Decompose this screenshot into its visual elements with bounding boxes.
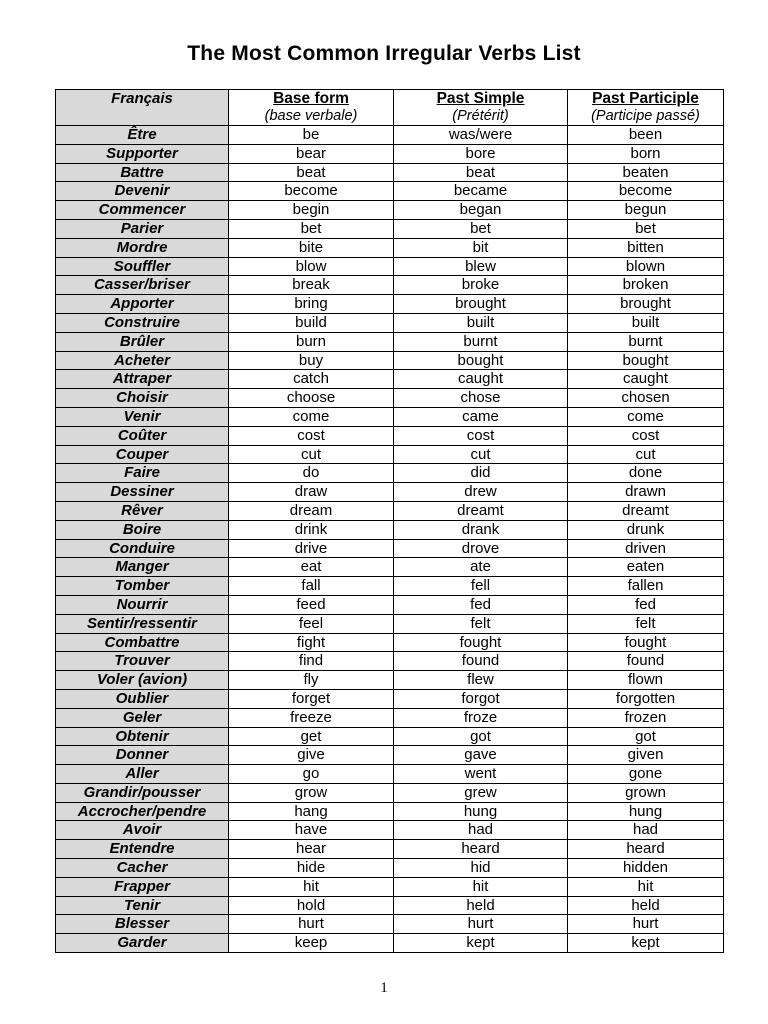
base-form-cell: draw xyxy=(229,483,394,502)
base-form-cell: blow xyxy=(229,257,394,276)
table-row xyxy=(56,501,724,520)
french-cell: Dessiner xyxy=(56,483,229,502)
base-form-cell: bite xyxy=(229,238,394,257)
french-cell: Tenir xyxy=(56,896,229,915)
past-participle-cell: caught xyxy=(568,370,724,389)
table-body xyxy=(56,126,724,953)
base-form-cell: feed xyxy=(229,595,394,614)
base-form-cell: find xyxy=(229,652,394,671)
base-form-cell: choose xyxy=(229,389,394,408)
base-form-cell: become xyxy=(229,182,394,201)
past-simple-cell: bought xyxy=(394,351,568,370)
french-cell: Supporter xyxy=(56,144,229,163)
past-participle-cell: cost xyxy=(568,426,724,445)
past-participle-cell: grown xyxy=(568,783,724,802)
table-row xyxy=(56,934,724,953)
table-row xyxy=(56,746,724,765)
past-participle-cell: drawn xyxy=(568,483,724,502)
table-row xyxy=(56,389,724,408)
french-cell: Voler (avion) xyxy=(56,671,229,690)
past-simple-cell: blew xyxy=(394,257,568,276)
french-cell: Brûler xyxy=(56,332,229,351)
table-header-row xyxy=(56,90,724,126)
past-participle-cell: bet xyxy=(568,219,724,238)
past-participle-cell: broken xyxy=(568,276,724,295)
past-simple-cell: hurt xyxy=(394,915,568,934)
past-simple-cell: did xyxy=(394,464,568,483)
past-participle-cell: drunk xyxy=(568,520,724,539)
table-row xyxy=(56,163,724,182)
base-form-cell: burn xyxy=(229,332,394,351)
base-form-cell: drive xyxy=(229,539,394,558)
past-participle-cell: eaten xyxy=(568,558,724,577)
past-simple-cell: fought xyxy=(394,633,568,652)
base-form-cell: hear xyxy=(229,840,394,859)
french-cell: Commencer xyxy=(56,201,229,220)
past-participle-cell: kept xyxy=(568,934,724,953)
past-simple-cell: forgot xyxy=(394,689,568,708)
table-row xyxy=(56,840,724,859)
table-row xyxy=(56,445,724,464)
past-simple-cell: went xyxy=(394,765,568,784)
table-row xyxy=(56,426,724,445)
table-row xyxy=(56,257,724,276)
base-form-cell: freeze xyxy=(229,708,394,727)
past-simple-cell: dreamt xyxy=(394,501,568,520)
french-cell: Choisir xyxy=(56,389,229,408)
french-cell: Manger xyxy=(56,558,229,577)
french-cell: Trouver xyxy=(56,652,229,671)
past-simple-cell: bit xyxy=(394,238,568,257)
header-past-simple-sublabel: (Prétérit) xyxy=(452,108,509,124)
table-row xyxy=(56,577,724,596)
past-participle-cell: had xyxy=(568,821,724,840)
past-simple-cell: built xyxy=(394,313,568,332)
past-simple-cell: cut xyxy=(394,445,568,464)
past-simple-cell: hid xyxy=(394,859,568,878)
french-cell: Casser/briser xyxy=(56,276,229,295)
past-participle-cell: become xyxy=(568,182,724,201)
french-cell: Oublier xyxy=(56,689,229,708)
past-simple-cell: felt xyxy=(394,614,568,633)
past-simple-cell: drew xyxy=(394,483,568,502)
french-cell: Acheter xyxy=(56,351,229,370)
header-base-form-sublabel: (base verbale) xyxy=(264,108,358,124)
past-participle-cell: forgotten xyxy=(568,689,724,708)
base-form-cell: cost xyxy=(229,426,394,445)
base-form-cell: hit xyxy=(229,877,394,896)
header-past-simple-label: Past Simple xyxy=(436,90,525,107)
table-row xyxy=(56,483,724,502)
french-cell: Cacher xyxy=(56,859,229,878)
table-row xyxy=(56,558,724,577)
french-cell: Grandir/pousser xyxy=(56,783,229,802)
french-cell: Frapper xyxy=(56,877,229,896)
base-form-cell: drink xyxy=(229,520,394,539)
past-simple-cell: froze xyxy=(394,708,568,727)
past-simple-cell: caught xyxy=(394,370,568,389)
past-simple-cell: kept xyxy=(394,934,568,953)
base-form-cell: feel xyxy=(229,614,394,633)
base-form-cell: do xyxy=(229,464,394,483)
table-row xyxy=(56,276,724,295)
table-row xyxy=(56,915,724,934)
past-participle-cell: built xyxy=(568,313,724,332)
base-form-cell: bet xyxy=(229,219,394,238)
french-cell: Parier xyxy=(56,219,229,238)
table-row xyxy=(56,877,724,896)
past-participle-cell: held xyxy=(568,896,724,915)
table-row xyxy=(56,802,724,821)
base-form-cell: fall xyxy=(229,577,394,596)
base-form-cell: hold xyxy=(229,896,394,915)
base-form-cell: have xyxy=(229,821,394,840)
past-simple-cell: was/were xyxy=(394,126,568,145)
past-participle-cell: blown xyxy=(568,257,724,276)
past-simple-cell: hit xyxy=(394,877,568,896)
base-form-cell: break xyxy=(229,276,394,295)
page-title: The Most Common Irregular Verbs List xyxy=(187,42,581,65)
past-simple-cell: broke xyxy=(394,276,568,295)
table-row xyxy=(56,407,724,426)
past-simple-cell: bore xyxy=(394,144,568,163)
french-cell: Mordre xyxy=(56,238,229,257)
base-form-cell: dream xyxy=(229,501,394,520)
table-row xyxy=(56,370,724,389)
past-simple-cell: hung xyxy=(394,802,568,821)
french-cell: Donner xyxy=(56,746,229,765)
past-participle-cell: gone xyxy=(568,765,724,784)
past-simple-cell: drove xyxy=(394,539,568,558)
french-cell: Aller xyxy=(56,765,229,784)
past-participle-cell: come xyxy=(568,407,724,426)
table-row xyxy=(56,783,724,802)
past-participle-cell: hit xyxy=(568,877,724,896)
french-cell: Boire xyxy=(56,520,229,539)
past-simple-cell: cost xyxy=(394,426,568,445)
base-form-cell: grow xyxy=(229,783,394,802)
past-participle-cell: begun xyxy=(568,201,724,220)
header-base-form xyxy=(229,90,394,126)
french-cell: Couper xyxy=(56,445,229,464)
table-row xyxy=(56,595,724,614)
past-simple-cell: got xyxy=(394,727,568,746)
page-number: 1 xyxy=(380,980,388,996)
table-row xyxy=(56,727,724,746)
base-form-cell: eat xyxy=(229,558,394,577)
table-row xyxy=(56,671,724,690)
table-row xyxy=(56,708,724,727)
past-participle-cell: done xyxy=(568,464,724,483)
base-form-cell: build xyxy=(229,313,394,332)
base-form-cell: hang xyxy=(229,802,394,821)
past-participle-cell: heard xyxy=(568,840,724,859)
french-cell: Geler xyxy=(56,708,229,727)
past-simple-cell: had xyxy=(394,821,568,840)
past-participle-cell: born xyxy=(568,144,724,163)
past-simple-cell: found xyxy=(394,652,568,671)
past-simple-cell: grew xyxy=(394,783,568,802)
french-cell: Coûter xyxy=(56,426,229,445)
base-form-cell: forget xyxy=(229,689,394,708)
french-cell: Tomber xyxy=(56,577,229,596)
table-row xyxy=(56,633,724,652)
french-cell: Construire xyxy=(56,313,229,332)
table-row xyxy=(56,539,724,558)
french-cell: Attraper xyxy=(56,370,229,389)
base-form-cell: bear xyxy=(229,144,394,163)
base-form-cell: hurt xyxy=(229,915,394,934)
past-participle-cell: bitten xyxy=(568,238,724,257)
base-form-cell: fly xyxy=(229,671,394,690)
past-simple-cell: began xyxy=(394,201,568,220)
past-participle-cell: given xyxy=(568,746,724,765)
base-form-cell: fight xyxy=(229,633,394,652)
french-cell: Souffler xyxy=(56,257,229,276)
french-cell: Rêver xyxy=(56,501,229,520)
french-cell: Obtenir xyxy=(56,727,229,746)
past-participle-cell: beaten xyxy=(568,163,724,182)
irregular-verbs-table xyxy=(55,89,724,953)
past-simple-cell: heard xyxy=(394,840,568,859)
table-row xyxy=(56,520,724,539)
french-cell: Venir xyxy=(56,407,229,426)
past-simple-cell: beat xyxy=(394,163,568,182)
table-row xyxy=(56,614,724,633)
past-participle-cell: fought xyxy=(568,633,724,652)
past-simple-cell: gave xyxy=(394,746,568,765)
french-cell: Entendre xyxy=(56,840,229,859)
table-row xyxy=(56,896,724,915)
french-cell: Blesser xyxy=(56,915,229,934)
table-row xyxy=(56,464,724,483)
past-participle-cell: burnt xyxy=(568,332,724,351)
past-simple-cell: held xyxy=(394,896,568,915)
base-form-cell: bring xyxy=(229,295,394,314)
past-participle-cell: cut xyxy=(568,445,724,464)
french-cell: Battre xyxy=(56,163,229,182)
past-participle-cell: fed xyxy=(568,595,724,614)
french-cell: Accrocher/pendre xyxy=(56,802,229,821)
base-form-cell: go xyxy=(229,765,394,784)
french-cell: Devenir xyxy=(56,182,229,201)
table-row xyxy=(56,201,724,220)
table-row xyxy=(56,765,724,784)
header-past-participle-label: Past Participle xyxy=(592,90,699,107)
french-cell: Garder xyxy=(56,934,229,953)
table-row xyxy=(56,182,724,201)
table-row xyxy=(56,652,724,671)
past-simple-cell: bet xyxy=(394,219,568,238)
header-past-simple xyxy=(394,90,568,126)
past-participle-cell: hurt xyxy=(568,915,724,934)
french-cell: Avoir xyxy=(56,821,229,840)
french-cell: Conduire xyxy=(56,539,229,558)
french-cell: Être xyxy=(56,126,229,145)
table-row xyxy=(56,821,724,840)
past-simple-cell: flew xyxy=(394,671,568,690)
past-participle-cell: hung xyxy=(568,802,724,821)
table-row xyxy=(56,332,724,351)
past-simple-cell: came xyxy=(394,407,568,426)
table-row xyxy=(56,144,724,163)
base-form-cell: get xyxy=(229,727,394,746)
table-row xyxy=(56,126,724,145)
table-row xyxy=(56,295,724,314)
french-cell: Faire xyxy=(56,464,229,483)
base-form-cell: give xyxy=(229,746,394,765)
past-participle-cell: got xyxy=(568,727,724,746)
base-form-cell: beat xyxy=(229,163,394,182)
past-participle-cell: felt xyxy=(568,614,724,633)
past-participle-cell: hidden xyxy=(568,859,724,878)
table-row xyxy=(56,351,724,370)
past-participle-cell: fallen xyxy=(568,577,724,596)
french-cell: Nourrir xyxy=(56,595,229,614)
french-cell: Sentir/ressentir xyxy=(56,614,229,633)
base-form-cell: keep xyxy=(229,934,394,953)
header-past-participle-sublabel: (Participe passé) xyxy=(591,108,700,124)
table-row xyxy=(56,689,724,708)
header-french: Français xyxy=(56,90,229,126)
base-form-cell: begin xyxy=(229,201,394,220)
past-simple-cell: burnt xyxy=(394,332,568,351)
base-form-cell: come xyxy=(229,407,394,426)
past-participle-cell: been xyxy=(568,126,724,145)
table-row xyxy=(56,313,724,332)
base-form-cell: buy xyxy=(229,351,394,370)
table-row xyxy=(56,219,724,238)
past-simple-cell: drank xyxy=(394,520,568,539)
past-simple-cell: became xyxy=(394,182,568,201)
base-form-cell: be xyxy=(229,126,394,145)
past-participle-cell: brought xyxy=(568,295,724,314)
past-participle-cell: frozen xyxy=(568,708,724,727)
past-participle-cell: dreamt xyxy=(568,501,724,520)
french-cell: Combattre xyxy=(56,633,229,652)
past-participle-cell: bought xyxy=(568,351,724,370)
table-row xyxy=(56,859,724,878)
french-cell: Apporter xyxy=(56,295,229,314)
past-participle-cell: found xyxy=(568,652,724,671)
past-participle-cell: chosen xyxy=(568,389,724,408)
past-simple-cell: fell xyxy=(394,577,568,596)
table-row xyxy=(56,238,724,257)
base-form-cell: cut xyxy=(229,445,394,464)
header-base-form-label: Base form xyxy=(273,90,349,107)
base-form-cell: hide xyxy=(229,859,394,878)
past-simple-cell: fed xyxy=(394,595,568,614)
past-participle-cell: driven xyxy=(568,539,724,558)
base-form-cell: catch xyxy=(229,370,394,389)
past-simple-cell: ate xyxy=(394,558,568,577)
past-simple-cell: chose xyxy=(394,389,568,408)
past-simple-cell: brought xyxy=(394,295,568,314)
past-participle-cell: flown xyxy=(568,671,724,690)
header-past-participle xyxy=(568,90,724,126)
